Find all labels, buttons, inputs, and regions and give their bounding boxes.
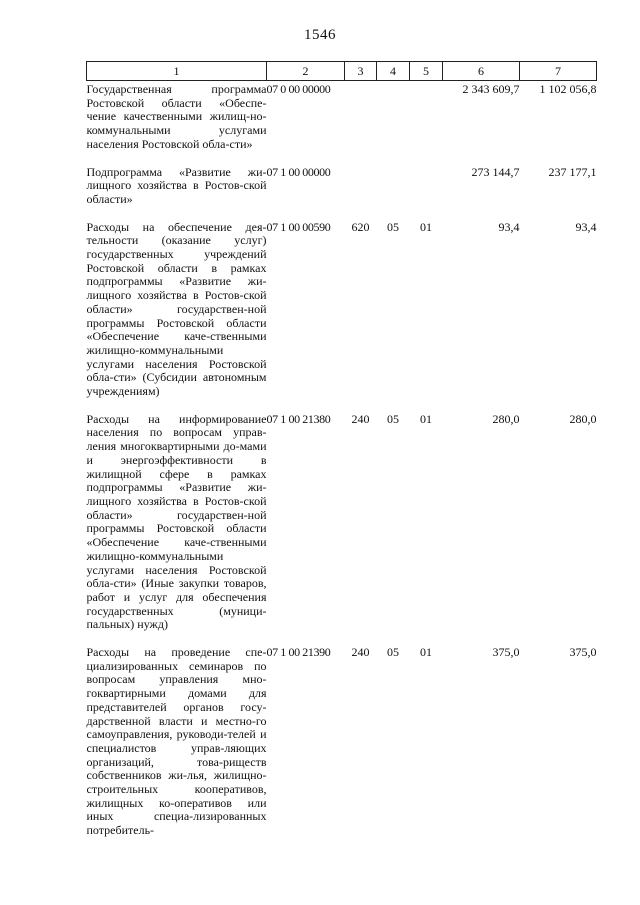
table-row bbox=[87, 81, 597, 166]
row-code: 07 1 00 00590 bbox=[266, 219, 331, 234]
column-header: 1 bbox=[87, 62, 267, 81]
row-pr bbox=[410, 166, 443, 221]
column-header: 6 bbox=[443, 62, 520, 81]
table-row bbox=[87, 221, 597, 413]
row-name: Расходы на информирование населения по вопросам управ-ления многоквартирными до-мами и энергоэффективности в жилищной сфере в рамках подпрограммы «Развитие жи-лищного хозяйства в Ростов-ской области» государствен-ной программы Ростовской области «Обеспечение каче-ственными жилищно-коммунальными услугами населения Ростовской обла-сти» (Иные закупки товаров, работ и услуг для обеспечения государственных (муници-пальных) нужд) bbox=[86, 411, 267, 632]
row-sum-1: 280,0 bbox=[492, 411, 520, 426]
row-code: 07 1 00 21390 bbox=[266, 645, 331, 660]
row-vr: 240 bbox=[351, 411, 370, 426]
column-header: 4 bbox=[377, 62, 410, 81]
row-rz: 05 bbox=[387, 645, 399, 660]
budget-table bbox=[86, 61, 597, 838]
row-rz: 05 bbox=[387, 219, 399, 234]
table-row bbox=[87, 166, 597, 221]
column-header: 2 bbox=[267, 62, 345, 81]
row-pr bbox=[410, 81, 443, 166]
table-row bbox=[87, 413, 597, 646]
row-sum-2: 93,4 bbox=[575, 219, 597, 234]
row-code: 07 0 00 00000 bbox=[266, 82, 331, 96]
page-number: 1546 bbox=[304, 27, 336, 43]
row-code: 07 1 00 21380 bbox=[266, 411, 331, 426]
row-pr: 01 bbox=[420, 219, 432, 234]
row-sum-1: 2 343 609,7 bbox=[462, 82, 520, 96]
row-sum-2: 375,0 bbox=[569, 645, 597, 660]
row-vr bbox=[345, 81, 377, 166]
column-header: 3 bbox=[345, 62, 377, 81]
column-header: 5 bbox=[410, 62, 443, 81]
row-vr: 240 bbox=[351, 645, 370, 660]
row-name: Подпрограмма «Развитие жи-лищного хозяйства в Ростов-ской области» bbox=[86, 164, 267, 206]
row-rz: 05 bbox=[387, 411, 399, 426]
row-name: Расходы на обеспечение дея-тельности (оказание услуг) государственных учреждений Ростовской области в рамках подпрограммы «Развитие жи-лищного хозяйства в Ростов-ской области» государствен-ной программы Ростовской области «Обеспечение каче-ственными жилищно-коммунальными услугами населения Ростовской обла-сти» (Субсидии автономным учреждениям) bbox=[86, 219, 267, 399]
row-vr bbox=[345, 166, 377, 221]
row-sum-2: 280,0 bbox=[569, 411, 597, 426]
row-pr: 01 bbox=[420, 411, 432, 426]
table-header-row bbox=[87, 62, 597, 81]
row-name: Государственная программа Ростовской области «Обеспе-чение качественными жилищ-но-коммунальными услугами населения Ростовской обла-сти» bbox=[86, 82, 267, 151]
row-rz bbox=[377, 81, 410, 166]
row-name: Расходы на проведение спе-циализированных семинаров по вопросам управления мно-гоквартирными домами для представителей органов госу-дарственной власти и местно-го самоуправления, руководи-телей и специалистов управ-ляющих организаций, това-риществ собственников жи-лья, жилищно-строительных кооперативов, жилищных ко-оперативов или иных специа-лизированных потребитель- bbox=[86, 645, 267, 838]
row-sum-1: 375,0 bbox=[492, 645, 520, 660]
row-pr: 01 bbox=[420, 645, 432, 660]
row-rz bbox=[377, 166, 410, 221]
row-sum-1: 273 144,7 bbox=[471, 164, 520, 179]
row-sum-1: 93,4 bbox=[498, 219, 520, 234]
table-row bbox=[87, 646, 597, 838]
row-sum-2: 1 102 056,8 bbox=[539, 82, 597, 96]
column-header: 7 bbox=[520, 62, 597, 81]
row-code: 07 1 00 00000 bbox=[266, 164, 331, 179]
row-sum-2: 237 177,1 bbox=[548, 164, 597, 179]
row-vr: 620 bbox=[351, 219, 370, 234]
